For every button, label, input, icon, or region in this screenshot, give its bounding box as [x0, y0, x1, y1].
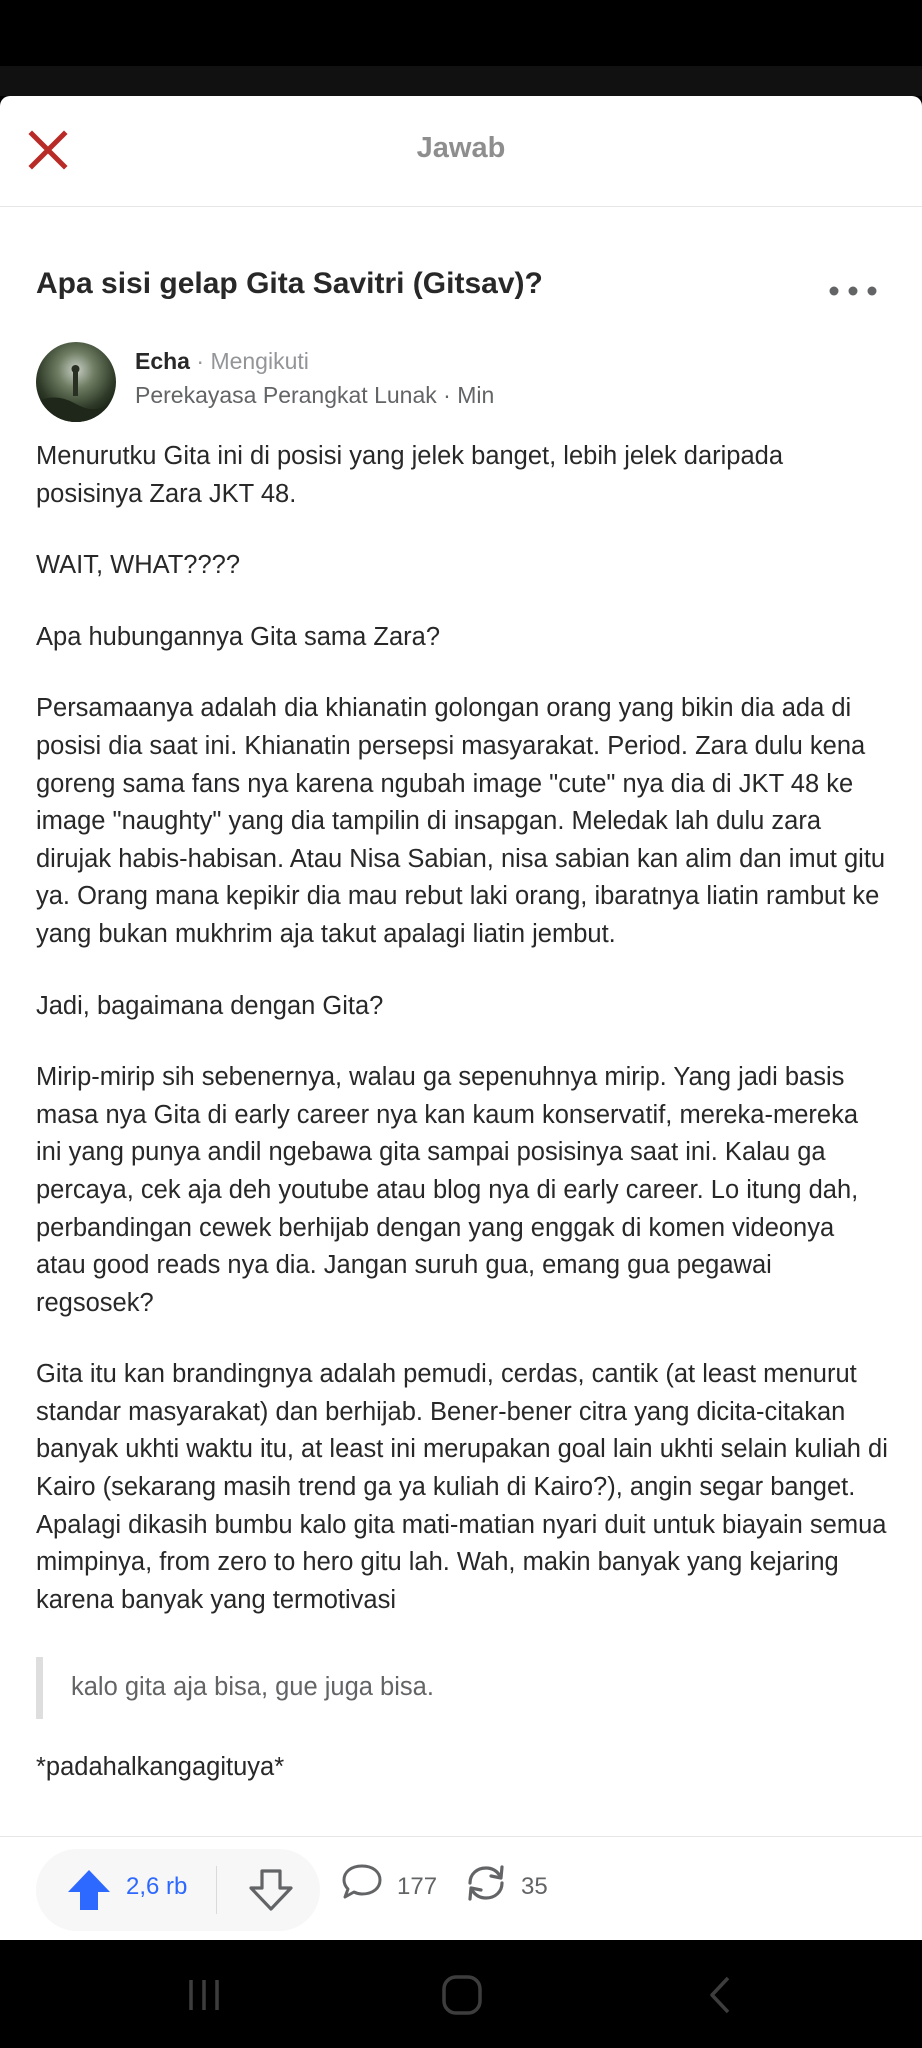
status-bar-backdrop	[0, 66, 922, 96]
home-icon	[432, 1970, 492, 2020]
more-icon	[824, 276, 882, 306]
divider	[216, 1866, 217, 1914]
upvote-button[interactable]	[36, 1849, 216, 1931]
separator: ·	[189, 348, 211, 374]
vote-pill	[36, 1849, 320, 1931]
page-title: Jawab	[416, 132, 506, 164]
answer-paragraph: Gita itu kan brandingnya adalah pemudi, cerdas, cantik (at least menurut standar masyarakat) dan berhijab. Bener-bener citra yang dicita-citakan banyak ukhti waktu itu, at least ini merupakan goal lain ukhti selain kuliah di Kairo (sekarang masih trend ga ya kuliah di Kairo?), angin segar banget. Apalagi dikasih bumbu kalo gita mati-matian nyari duit untuk biayain semua mimpinya, from zero to hero gitu lah. Wah, makin banyak yang kejaring karena banyak yang termotivasi	[36, 1360, 888, 1614]
upvote-count: 2,6 rb	[126, 1873, 188, 1900]
author-name[interactable]: Echa	[135, 348, 190, 374]
follow-status[interactable]: Mengikuti	[210, 348, 309, 374]
answer-paragraph: Menurutku Gita ini di posisi yang jelek banget, lebih jelek daripada posisinya Zara JKT 48.	[36, 442, 784, 508]
comment-count: 177	[397, 1873, 438, 1900]
share-count: 35	[521, 1873, 548, 1900]
recent-apps-icon	[174, 1970, 234, 2020]
answer-sheet	[0, 96, 922, 1940]
answer-body	[36, 438, 888, 1821]
comment-icon	[340, 1861, 384, 1903]
answer-paragraph: *padahalkangagituya*	[36, 1753, 285, 1782]
author-line	[135, 346, 309, 376]
avatar-photo	[36, 342, 116, 422]
recent-apps-button[interactable]	[174, 1970, 234, 2020]
author-credential: Perekayasa Perangkat Lunak · Min	[135, 382, 495, 408]
system-nav-bar	[0, 1940, 922, 2048]
comment-button[interactable]	[340, 1861, 470, 1921]
share-icon	[462, 1861, 510, 1905]
answer-paragraph: Apa hubungannya Gita sama Zara?	[36, 622, 441, 651]
action-bar	[0, 1836, 922, 1940]
answer-paragraph: WAIT, WHAT????	[36, 551, 241, 580]
more-options-button[interactable]	[824, 276, 882, 306]
upvote-icon	[66, 1868, 112, 1912]
question-title[interactable]: Apa sisi gelap Gita Savitri (Gitsav)?	[36, 267, 543, 300]
avatar[interactable]	[36, 342, 116, 422]
share-button[interactable]	[462, 1861, 582, 1921]
downvote-button[interactable]	[218, 1849, 318, 1931]
back-icon	[690, 1970, 750, 2020]
quote-block: kalo gita aja bisa, gue juga bisa.	[36, 1657, 888, 1719]
back-button[interactable]	[690, 1970, 750, 2020]
home-button[interactable]	[432, 1970, 492, 2020]
answer-paragraph: Jadi, bagaimana dengan Gita?	[36, 991, 384, 1020]
downvote-icon	[248, 1868, 294, 1912]
answer-paragraph: Persamaanya adalah dia khianatin golongan orang yang bikin dia ada di posisi dia saat ini. Khianatin persepsi masyarakat. Period. Zara dulu kena goreng sama fans nya karena ngubah image "cute" nya dia di JKT 48 ke image "naughty" yang dia tampilin di insapgan. Meledak lah dulu zara dirujak habis-habisan. Atau Nisa Sabian, nisa sabian kan alim dan imut gitu ya. Orang mana kepikir dia mau rebut laki orang, ibaratnya liatin rambut ke yang bukan mukhrim aja takut apalagi liatin jembut.	[36, 694, 886, 948]
status-bar	[0, 0, 922, 66]
answer-paragraph: Mirip-mirip sih sebenernya, walau ga sepenuhnya mirip. Yang jadi basis masa nya Gita di early career nya kan kaum konservatif, mereka-mereka ini yang punya andil ngebawa gita sampai posisinya saat ini. Kalau ga percaya, cek aja deh youtube atau blog nya di early career. Lo itung dah, perbandingan cewek berhijab dengan yang enggak di komen videonya atau good reads nya dia. Jangan suruh gua, emang gua pegawai regsosek?	[36, 1063, 859, 1317]
top-bar	[0, 96, 922, 207]
